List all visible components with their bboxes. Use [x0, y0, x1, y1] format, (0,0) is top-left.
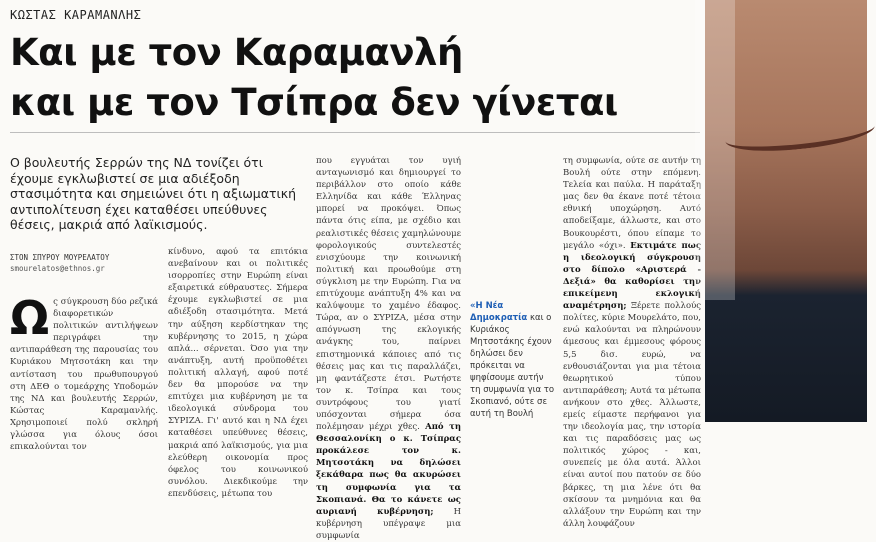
interview-answer-1: Η κυβέρνηση υπέγραψε μια συμφωνία: [316, 506, 461, 541]
body-column-1: [10, 291, 158, 453]
pull-quote: [470, 300, 555, 420]
body-column-3: [316, 155, 461, 541]
article-kicker: ΚΩΣΤΑΣ ΚΑΡΑΜΑΝΛΗΣ: [10, 8, 142, 22]
headline-line-2: και με τον Τσίπρα δεν γίνεται: [10, 81, 618, 124]
byline-author: ΣΤΟΝ ΣΠΥΡΟΥ ΜΟΥΡΕΛΑΤΟΥ: [10, 253, 110, 262]
drop-cap: Ω: [10, 291, 50, 345]
headline-line-1: Και με τον Καραμανλή: [10, 31, 463, 74]
portrait-photo: [705, 0, 867, 422]
body-column-2: κίνδυνο, αφού τα επιτόκια ανεβαίνουν και οι πολιτικές ισορροπίες στην Ευρώπη είναι εξαιρετικά εύθραυστες. Σήμερα έχουμε εγκλωβιστεί σε μια αδιέξοδη στασιμότητα. Μετά την αύξηση κερδίστηκαν της κυβέρνησης το 2015, η χώρα απλά... σέρνεται. Όσο για την ανάπτυξη, αυτή προϋποθέτει πολιτική αλλαγή, αφού ποτέ δεν θα μπορούσε να την επιτύχει μια κυβέρνηση με τα ιδεολογικά σύνδρομα του ΣΥΡΙΖΑ. Γι' αυτό και η ΝΔ έχει καταθέσει υπεύθυνες θέσεις, μακριά από λαϊκισμούς, για μια ελεύθερη οικονομία προς όφελος του κοινωνικού συνόλου. Διεκδικούμε την επενδύσεις, μέτωπα του: [168, 247, 308, 499]
pull-quote-text: και ο Κυριάκος Μητσοτάκης έχουν δηλώσει δεν πρόκειται να ψηφίσουμε αυτήν τη συμφωνία για το Σκοπιανό, ούτε σε αυτή τη Βουλή: [470, 313, 555, 419]
body-column-1-text: ς σύγκρουση δύο ρεζικά διαφορετικών πολιτικών αντιλήψεων περιγράφει την αντιπαράθεση της παρουσίας του Κυριάκου Μητσοτάκη και την αντίσταση του πρωθυπουργού στη ΔΕΘ ο τομεάρχης Υποδομών της ΝΔ και βουλευτής Σερρών, Κώστας Καραμανλής. Χρησιμοποιεί πολύ σκληρή γλώσσα για όλους όσοι επικαλούνται τον: [10, 297, 158, 453]
photo-highlight: [695, 0, 735, 300]
body-column-3-text: που εγγυάται τον υγιή ανταγωνισμό και δημιουργεί το περιβάλλον στο οποίο κάθε Ελληνίδα και κάθε Έλληνας μπορεί να προκόψει. Όπως πάντα ότις είπα, με σχέδιο και ρεαλιστικές θέσεις χαμηλώνουμε φορολογικούς συντελεστές ενισχύουμε την κοινωνική πολιτική και προωθούμε στη σύγκλιση με την Ευρώπη. Για να επιτύχουμε ανάπτυξη 4% και να καλύψουμε το χαμένο έδαφος. Τώρα, αν ο ΣΥΡΙΖΑ, μέσα στην απόγνωση της εκλογικής ανάγκης του, παίρνει επιστημονικά κάποιες από τις θέσεις μας και τις παραλλάζει, μη φαντάζεστε έτσι. Ρωτήστε τον κ. Τσίπρα και τους συντρόφους του γιατί υπόσχονται σήμερα όσα πολέμησαν μέχρι χθες.: [316, 156, 461, 433]
article-lead: Ο βουλευτής Σερρών της ΝΔ τονίζει ότι έχουμε εγκλωβιστεί σε μια αδιέξοδη στασιμότητα και σημειώνει ότι η αξιωματική αντιπολίτευση έχει καταθέσει υπεύθυνες θέσεις, μακριά από λαϊκισμούς.: [10, 155, 297, 232]
interview-question-1: Από τη Θεσσαλονίκη ο κ. Τσίπρας προκάλεσε τον κ. Μητσοτάκη να δηλώσει ξεκάθαρα πως θα ακυρώσει τη συμφωνία για τα Σκοπιανά. Θα το κάνετε ως αυριανή κυβέρνηση;: [316, 422, 461, 517]
byline: [10, 252, 160, 274]
article-headline: [10, 28, 700, 128]
headline-divider: [10, 132, 700, 133]
pull-quote-highlight: «Η Νέα Δημοκρατία: [470, 301, 528, 323]
body-column-5: [563, 155, 701, 529]
body-column-5-text: τη συμφωνία, ούτε σε αυτήν τη Βουλή ούτε στην επόμενη. Τελεία και παύλα. Η παράταξη μας δεν θα έκανε ποτέ τέτοια εθνική υποχώρηση. Αυτό αποδείξαμε, άλλωστε, και στο Βουκουρέστι, όπου είπαμε το μεγάλο «όχι».: [563, 156, 701, 251]
byline-email[interactable]: smourelatos@ethnos.gr: [10, 264, 105, 273]
interview-question-2: Εκτιμάτε πως η ιδεολογική σύγκρουση στο δίπολο «Αριστερά - Δεξιά» θα καθορίσει την επικείμενη εκλογική αναμέτρηση;: [563, 240, 701, 312]
photo-mouth: [724, 110, 876, 157]
interview-answer-2: Ξέρετε πολλούς πολίτες, κύριε Μουρελάτο, που, ενώ καλούνται να πληρώνουν άμεσους και έμμεσους φόρους 5,5 δισ. ευρώ, να ενθουσιάζονται για μια τέτοια θεωρητικού τύπου αντιπαράθεση; Αυτά τα μέτωπα ανήκουν στο χθες. Άλλωστε, εμείς είμαστε περήφανοι για την ιδεολογία μας, την ιστορία και τις παραδόσεις μας ως πολιτικός χώρος - και, συνεπείς με όλα αυτά. Άλλοι είναι αυτοί που πατούν σε δύο βάρκες, τη μια λένε ότι θα σκίσουν τα μνημόνια και θα αλλάξουν την Ευρώπη και την άλλη λουφάζουν: [563, 301, 701, 529]
